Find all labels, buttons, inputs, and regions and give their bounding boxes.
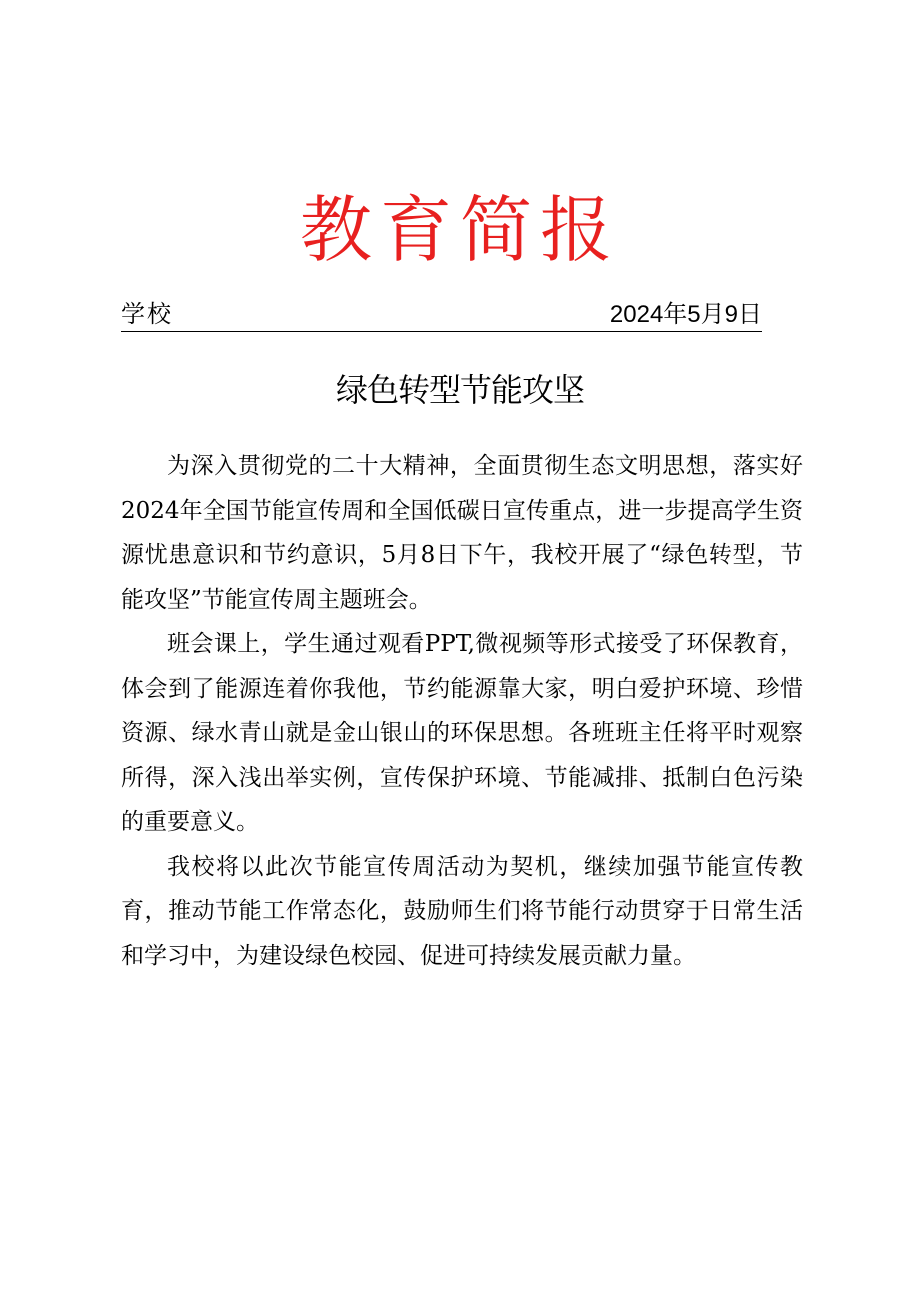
school-label: 学校	[121, 301, 173, 328]
paragraph-2: 班会课上，学生通过观看PPT,微视频等形式接受了环保教育，体会到了能源连着你我他，节约能源靠大家，明白爱护环境、珍惜资源、绿水青山就是金山银山的环保思想。各班班主任将平时观察所得，深入浅出举实例，宣传保护环境、节能减排、抵制白色污染的重要意义。	[121, 631, 803, 835]
masthead-title: 教育简报	[299, 188, 620, 272]
paragraph-1: 为深入贯彻党的二十大精神，全面贯彻生态文明思想，落实好2024年全国节能宣传周和全国低碳日宣传重点，进一步提高学生资源忧患意识和节约意识，5月8日下午，我校开展了“绿色转型，节能攻坚”节能宣传周主题班会。	[121, 453, 803, 613]
paragraph-3: 我校将以此次节能宣传周活动为契机，继续加强节能宣传教育，推动节能工作常态化，鼓励师生们将节能行动贯穿于日常生活和学习中，为建设绿色校园、促进可持续发展贡献力量。	[121, 853, 803, 969]
article-body	[121, 444, 803, 978]
article-title: 绿色转型节能攻坚	[335, 371, 584, 409]
issue-date: 2024年5月9日	[609, 301, 762, 328]
school-date-line	[121, 299, 762, 332]
